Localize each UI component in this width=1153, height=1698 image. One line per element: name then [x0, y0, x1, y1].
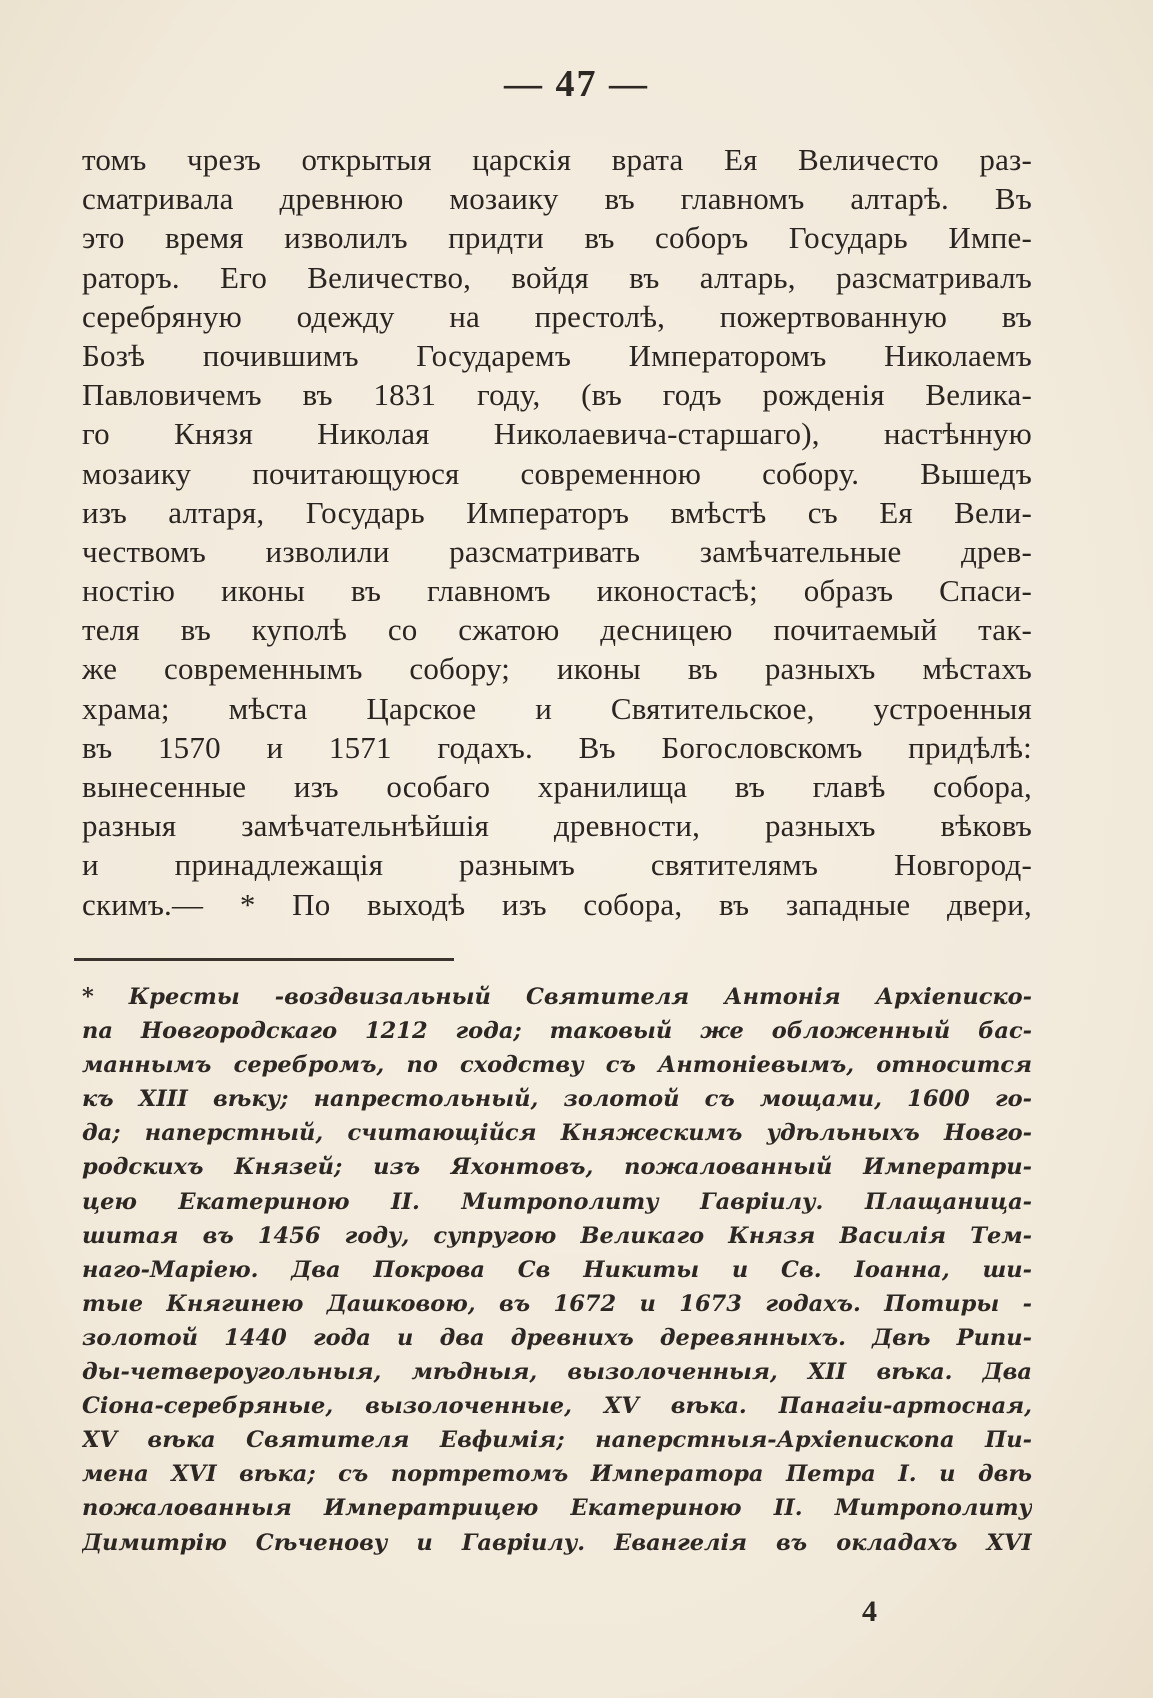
footnote-line: шитая въ 1456 году, супругою Великаго Князя Василія Тем-	[82, 1222, 1032, 1249]
main-text-line: ностію иконы въ главномъ иконостасѣ; образъ Спаси-	[82, 573, 1032, 609]
main-text-line: серебряную одежду на престолѣ, пожертвованную въ	[82, 298, 1032, 334]
footnote-line: * Кресты -воздвизальный Святителя Антонія Архіеписко-	[82, 984, 1032, 1010]
main-text-line: Павловичемъ въ 1831 году, (въ годъ рожденія Велика-	[82, 377, 1032, 413]
footnote-body	[82, 980, 1032, 1560]
page-number: — 47 —	[504, 63, 649, 105]
footnote-line: да; наперстный, считающійся Княжескимъ удѣльныхъ Новго-	[82, 1120, 1032, 1147]
footnote-line: золотой 1440 года и два древнихъ деревянныхъ. Двѣ Рипи-	[82, 1324, 1032, 1351]
main-text-line: храма; мѣста Царское и Святительское, устроенныя	[82, 690, 1032, 726]
footnote-line: къ XIII вѣку; напрестольный, золотой съ мощами, 1600 го-	[82, 1086, 1032, 1113]
main-text-line: чествомъ изволили разсматривать замѣчательные древ-	[82, 533, 1032, 569]
main-text-line: го Князя Николая Николаевича-старшаго), настѣнную	[82, 416, 1032, 452]
footnote-line: цею Екатериною II. Митрополиту Гаврiилу. Плащаница-	[82, 1188, 1032, 1215]
footnote-line: XV вѣка Святителя Евфимія; наперстныя-Архіепископа Пи-	[82, 1427, 1032, 1454]
footnote-line: па Новгородскаго 1212 года; таковый же обложенный бас-	[82, 1018, 1032, 1045]
main-text-line: вынесенные изъ особаго хранилища въ главѣ собора,	[82, 769, 1032, 804]
main-text-line: это время изволилъ придти въ соборъ Государь Импе-	[82, 220, 1032, 256]
main-text-line: мозаику почитающуюся современною собору. Вышедъ	[82, 455, 1032, 491]
footnote-line: родскихъ Князей; изъ Яхонтовъ, пожалованный Императри-	[82, 1154, 1032, 1181]
footnote-line: наго-Маріею. Два Покрова Св Никиты и Св. Іоанна, ши-	[82, 1256, 1032, 1283]
main-text-line: разныя замѣчательнѣйшія древности, разныхъ вѣковъ	[82, 808, 1032, 844]
signature-mark: 4	[862, 1595, 877, 1628]
main-text-line: раторъ. Его Величество, войдя въ алтарь, разсматривалъ	[82, 259, 1032, 295]
footnote-line: пожалованныя Императрицею Екатериною II. Митрополиту	[82, 1495, 1032, 1522]
main-text-line: и принадлежащія разнымъ святителямъ Новгород-	[82, 847, 1032, 883]
main-text-body	[82, 140, 1032, 924]
footnote-line: тые Княгинею Дашковою, въ 1672 и 1673 годахъ. Потиры -	[82, 1290, 1032, 1317]
main-text-line: теля въ куполѣ со сжатою десницею почитаемый так-	[82, 612, 1032, 648]
footnote-line: маннымъ серебромъ, по сходству съ Антоніевымъ, относится	[82, 1052, 1032, 1079]
main-text-line: изъ алтаря, Государь Императоръ вмѣстѣ съ Ея Вели-	[82, 494, 1032, 530]
footnote-line: мена XVI вѣка; съ портретомъ Императора Петра I. и двѣ	[82, 1461, 1032, 1488]
footnote-separator-rule	[74, 958, 454, 961]
footnote-line: Димитрію Сѣченову и Гаврiилу. Евангелія въ окладахъ XVI	[82, 1529, 1032, 1556]
footnote-line: ды-четвероугольныя, мѣдныя, вызолоченныя, XII вѣка. Два	[82, 1359, 1032, 1386]
main-text-line: сматривала древнюю мозаику въ главномъ алтарѣ. Въ	[82, 181, 1032, 217]
main-text-line: же современнымъ собору; иконы въ разныхъ мѣстахъ	[82, 651, 1032, 687]
main-text-line: скимъ.— * По выходѣ изъ собора, въ западные двери,	[82, 886, 1032, 922]
main-text-line: томъ чрезъ открытыя царскія врата Ея Величесто раз-	[82, 142, 1032, 177]
main-text-line: въ 1570 и 1571 годахъ. Въ Богословскомъ придѣлѣ:	[82, 729, 1032, 765]
footnote-line: Сіона-серебряные, вызолоченные, XV вѣка. Панагіи-артосная,	[82, 1393, 1032, 1420]
main-text-line: Бозѣ почившимъ Государемъ Императоромъ Николаемъ	[82, 337, 1032, 373]
